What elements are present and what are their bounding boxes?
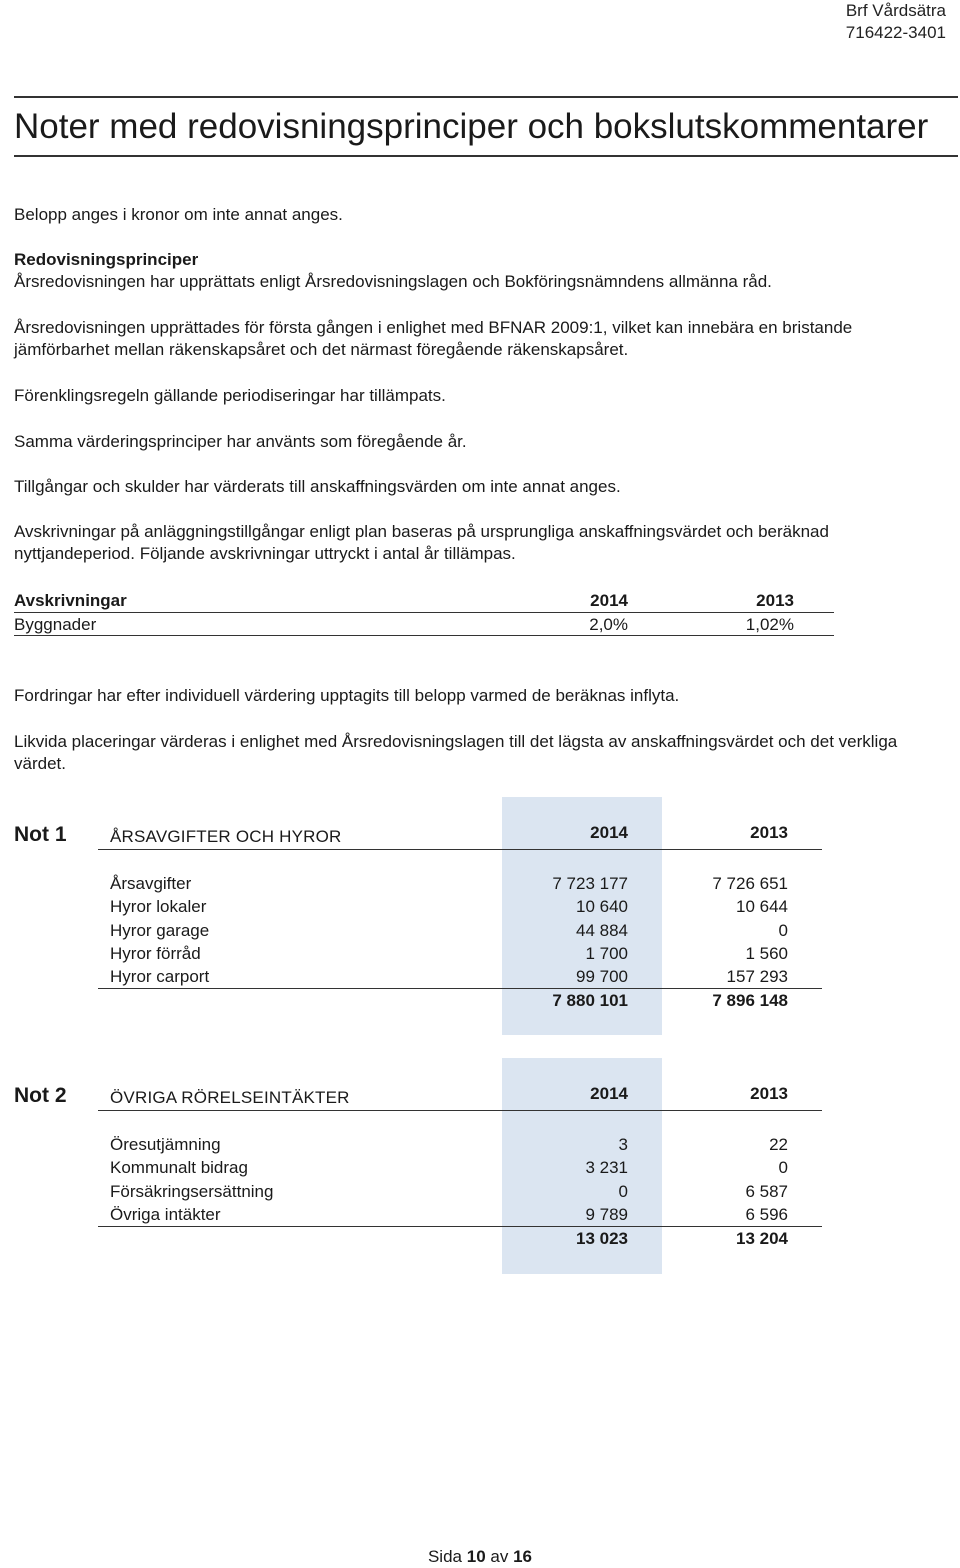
note-2-header-rule [98,1110,822,1111]
depreciation-bottom-rule [14,635,834,636]
note-1-row-label: Hyror lokaler [110,897,207,916]
note-2-year-2014: 2014 [590,1084,628,1103]
principles-heading: Redovisningsprinciper [14,250,199,269]
depreciation-label: Avskrivningar [14,591,127,610]
note-2-row-label: Försäkringsersättning [110,1182,274,1201]
principles-p6: Avskrivningar på anläggningstillgångar enligt plan baseras på ursprungliga anskaffningsvärdet och beräknad nyttjandeperiod. Följande avskrivningar uttryckt i antal år tillämpas. [14,522,829,563]
note-1-row-2013: 1 560 [745,944,788,963]
depreciation-year-2014: 2014 [590,591,628,610]
note-2-total-rule [98,1226,822,1227]
note-1-row-2013: 7 726 651 [712,874,788,893]
footer-prefix: Sida [427,1547,462,1566]
note-2-row-2013: 6 587 [745,1182,788,1201]
note-1-header-rule [98,849,822,850]
note-2-row-label: Övriga intäkter [110,1205,221,1224]
note-2-total-2014: 13 023 [576,1229,628,1248]
note-1-row-2014: 99 700 [576,967,628,986]
note-1-row-label: Hyror förråd [110,944,201,963]
note-1-row-2014: 7 723 177 [552,874,628,893]
principles-p5: Tillgångar och skulder har värderats till anskaffningsvärden om inte annat anges. [14,477,621,496]
note-2-number: Not 2 [14,1084,67,1107]
footer-page-total: 16 [513,1547,533,1566]
note-1-total-2013: 7 896 148 [712,991,788,1010]
note-2-row-2013: 22 [769,1135,788,1154]
note-1-title: ÅRSAVGIFTER OCH HYROR [110,827,342,846]
note-2-row-2013: 0 [778,1158,788,1177]
title-bottom-rule [14,155,958,157]
note-2-row-label: Kommunalt bidrag [110,1158,248,1177]
note-2-total-2013: 13 204 [736,1229,788,1248]
principles-p1: Årsredovisningen har upprättats enligt Årsredovisningslagen och Bokföringsnämndens allmänna råd. [14,272,772,291]
note-2-row-2014: 9 789 [585,1205,628,1224]
note-1-row-2013: 10 644 [736,897,788,916]
note-1-row-2014: 44 884 [576,921,628,940]
depreciation-year-2013: 2013 [756,591,794,610]
note-1-row-2013: 157 293 [726,967,788,986]
note-1-row-label: Hyror garage [110,921,210,940]
note-2-row-label: Öresutjämning [110,1135,221,1154]
note-1-number: Not 1 [14,823,67,846]
note-2-title: ÖVRIGA RÖRELSEINTÄKTER [110,1088,350,1107]
document-header [846,0,946,44]
intro-text: Belopp anges i kronor om inte annat anges. [14,205,343,224]
note-2-row-2013: 6 596 [745,1205,788,1224]
footer-page-number: 10 [466,1547,486,1566]
note-1-row-2014: 10 640 [576,897,628,916]
note-1-total-rule [98,988,822,989]
principles-p4: Samma värderingsprinciper har använts som föregående år. [14,432,467,451]
depreciation-row-2014: 2,0% [589,615,628,634]
page-footer [0,1546,960,1568]
note-1-row-label: Årsavgifter [110,874,192,893]
depreciation-row-2013: 1,02% [745,615,794,634]
note-2-row-2014: 0 [618,1182,628,1201]
note-1-total-2014: 7 880 101 [552,991,628,1010]
org-number: 716422-3401 [845,23,946,42]
note-2-row-2014: 3 231 [585,1158,628,1177]
footer-separator: av [490,1547,509,1566]
liquid-investments-text: Likvida placeringar värderas i enlighet med Årsredovisningslagen till det lägsta av anskaffningsvärdet och det verkliga värdet. [14,732,898,773]
org-name: Brf Vårdsätra [845,1,946,20]
depreciation-row-label: Byggnader [14,615,97,634]
note-2-row-2014: 3 [618,1135,628,1154]
note-1-year-2013: 2013 [750,823,788,842]
note-1-row-2013: 0 [778,921,788,940]
note-1-row-2014: 1 700 [585,944,628,963]
title-top-rule [14,96,958,98]
note-1-row-label: Hyror carport [110,967,210,986]
note-2-year-2013: 2013 [750,1084,788,1103]
principles-p2: Årsredovisningen upprättades för första gången i enlighet med BFNAR 2009:1, vilket kan innebära en bristande jämförbarhet mellan räkenskapsåret och det närmast föregående räkenskapsåret. [14,318,853,359]
page-title: Noter med redovisningsprinciper och bokslutskommentarer [14,107,929,146]
depreciation-header-rule [14,612,834,613]
note-1-year-2014: 2014 [590,823,628,842]
receivables-text: Fordringar har efter individuell värdering upptagits till belopp varmed de beräknas inflyta. [14,686,680,705]
principles-p3: Förenklingsregeln gällande periodiseringar har tillämpats. [14,386,446,405]
